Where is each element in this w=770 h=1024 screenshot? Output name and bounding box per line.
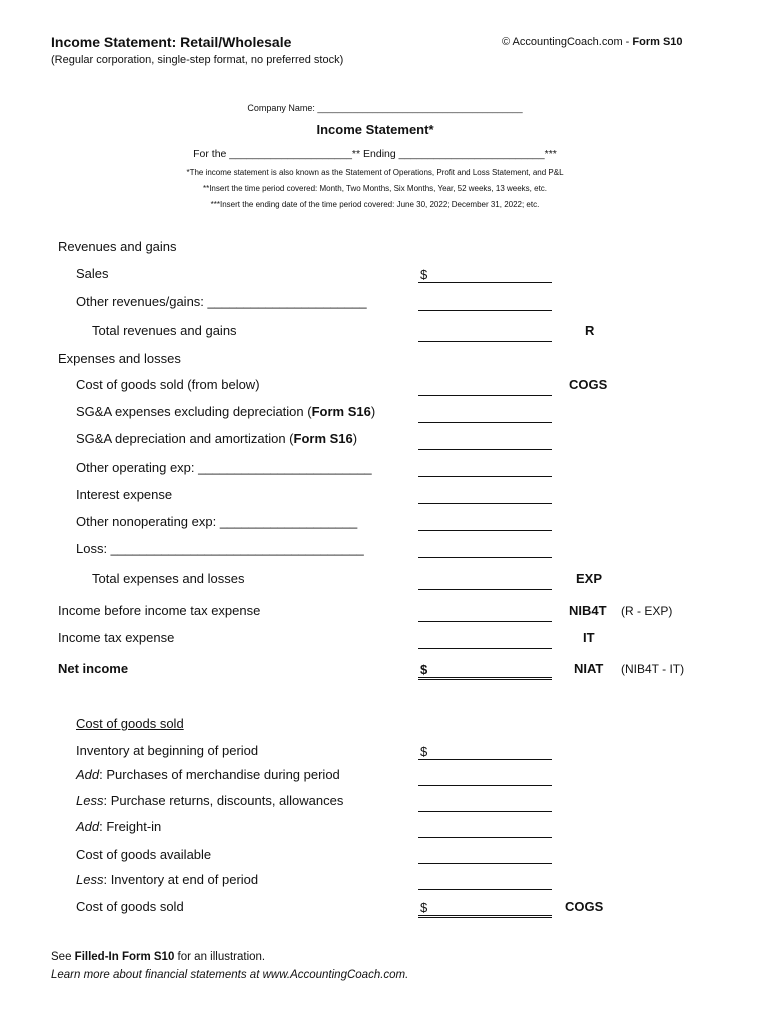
dollar-sign: $ xyxy=(420,267,428,282)
dollar-sign: $ xyxy=(420,662,428,677)
company-name-field[interactable]: Company Name: _________________________________________ xyxy=(247,103,523,113)
net-income-amount-field[interactable] xyxy=(418,662,552,680)
sales-amount-field[interactable] xyxy=(418,267,552,283)
page-subtitle: (Regular corporation, single-step format, no preferred stock) xyxy=(51,54,344,66)
sales-label: Sales xyxy=(76,266,109,281)
copyright-prefix: © AccountingCoach.com - xyxy=(502,36,633,48)
sga-dep-suffix: ) xyxy=(352,431,358,446)
form-number: Form S10 xyxy=(632,36,683,48)
purchase-returns-text: : Purchase returns, discounts, allowances xyxy=(103,793,344,808)
inventory-begin-label: Inventory at beginning of period xyxy=(76,743,259,758)
sga-dep-form-ref: Form S16 xyxy=(293,431,353,446)
purchase-returns-label xyxy=(76,793,343,808)
code-exp: EXP xyxy=(576,571,603,586)
cogs-amount-field[interactable] xyxy=(418,380,552,396)
footnote-1: *The income statement is also known as the Statement of Operations, Profit and Loss Statement, and P&L xyxy=(186,168,564,177)
income-before-tax-label: Income before income tax expense xyxy=(58,603,261,618)
cogs-total-label: Cost of goods sold xyxy=(76,899,184,914)
sga-excl-form-ref: Form S16 xyxy=(311,404,371,419)
sga-excl-dep-amount-field[interactable] xyxy=(418,407,552,423)
footer-see-filled-in xyxy=(51,951,265,963)
dollar-sign: $ xyxy=(420,900,428,915)
other-revenues-amount-field[interactable] xyxy=(418,295,552,311)
page-title: Income Statement: Retail/Wholesale xyxy=(51,34,292,50)
sga-excl-dep-label xyxy=(76,404,375,419)
filled-in-form-link[interactable]: Filled-In Form S10 xyxy=(74,951,175,963)
inventory-begin-amount-field[interactable] xyxy=(418,744,552,760)
other-operating-label: Other operating exp: ________________________ xyxy=(76,460,372,475)
expenses-heading: Expenses and losses xyxy=(58,351,181,366)
income-tax-label: Income tax expense xyxy=(58,630,175,645)
footnote-3: ***Insert the ending date of the time period covered: June 30, 2022; December 31, 2022; etc. xyxy=(210,200,540,209)
goods-available-amount-field[interactable] xyxy=(418,848,552,864)
freight-in-label xyxy=(76,819,161,834)
interest-expense-label: Interest expense xyxy=(76,487,173,502)
revenues-heading: Revenues and gains xyxy=(58,239,177,254)
other-revenues-label: Other revenues/gains: ______________________ xyxy=(76,294,367,309)
period-field[interactable]: For the _____________________** Ending _________________________*** xyxy=(193,148,557,160)
cogs-section-heading: Cost of goods sold xyxy=(76,716,184,731)
sga-excl-prefix: SG&A expenses excluding depreciation ( xyxy=(76,404,312,419)
other-operating-amount-field[interactable] xyxy=(418,461,552,477)
purchase-returns-amount-field[interactable] xyxy=(418,796,552,812)
purchases-text: : Purchases of merchandise during period xyxy=(99,767,340,782)
footer-see-suffix: for an illustration. xyxy=(174,951,266,963)
inventory-end-label xyxy=(76,872,258,887)
cogs-total-amount-field[interactable] xyxy=(418,900,552,918)
inventory-end-text: : Inventory at end of period xyxy=(103,872,259,887)
code-niat: NIAT xyxy=(574,661,604,676)
total-revenues-amount-field[interactable] xyxy=(418,326,552,342)
code-r: R xyxy=(585,323,595,338)
total-revenues-label: Total revenues and gains xyxy=(92,323,237,338)
total-expenses-amount-field[interactable] xyxy=(418,574,552,590)
code-cogs-bottom: COGS xyxy=(565,899,604,914)
goods-available-label: Cost of goods available xyxy=(76,847,212,862)
total-expenses-label: Total expenses and losses xyxy=(92,571,245,586)
less-keyword: Less xyxy=(76,793,104,808)
interest-expense-amount-field[interactable] xyxy=(418,488,552,504)
inventory-end-amount-field[interactable] xyxy=(418,874,552,890)
freight-in-text: : Freight-in xyxy=(99,819,162,834)
footnote-2: **Insert the time period covered: Month, Two Months, Six Months, Year, 52 weeks, 13 weeks, etc. xyxy=(202,184,548,193)
code-cogs: COGS xyxy=(569,377,608,392)
code-it: IT xyxy=(583,630,595,645)
purchases-amount-field[interactable] xyxy=(418,770,552,786)
sga-excl-suffix: ) xyxy=(370,404,376,419)
niat-formula: (NIB4T - IT) xyxy=(621,662,685,676)
purchases-label xyxy=(76,767,340,782)
sga-dep-amount-field[interactable] xyxy=(418,434,552,450)
cogs-from-below-label: Cost of goods sold (from below) xyxy=(76,377,260,392)
other-nonoperating-label: Other nonoperating exp: ___________________ xyxy=(76,514,358,529)
loss-amount-field[interactable] xyxy=(418,542,552,558)
code-nib4t: NIB4T xyxy=(569,603,607,618)
sga-dep-prefix: SG&A depreciation and amortization ( xyxy=(76,431,294,446)
net-income-label: Net income xyxy=(58,661,129,676)
copyright xyxy=(502,36,683,48)
footer-see-prefix: See xyxy=(51,951,75,963)
add-keyword: Add xyxy=(76,819,100,834)
less-keyword: Less xyxy=(76,872,104,887)
other-nonoperating-amount-field[interactable] xyxy=(418,515,552,531)
sga-dep-label xyxy=(76,431,357,446)
statement-title: Income Statement* xyxy=(316,122,434,137)
freight-in-amount-field[interactable] xyxy=(418,822,552,838)
income-before-tax-amount-field[interactable] xyxy=(418,606,552,622)
footer-learn-more[interactable]: Learn more about financial statements at www.AccountingCoach.com. xyxy=(51,969,409,981)
income-tax-amount-field[interactable] xyxy=(418,633,552,649)
add-keyword: Add xyxy=(76,767,100,782)
loss-label: Loss: ___________________________________ xyxy=(76,541,364,556)
nib4t-formula: (R - EXP) xyxy=(621,604,673,618)
dollar-sign: $ xyxy=(420,744,428,759)
